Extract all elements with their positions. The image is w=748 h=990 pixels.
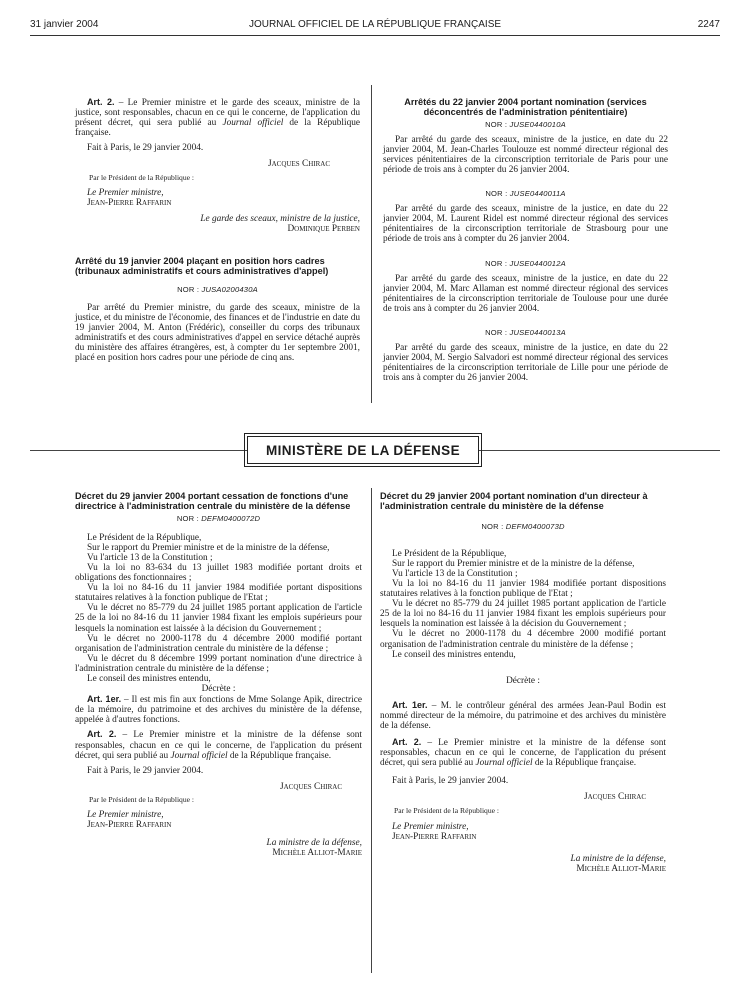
arretes-nor-4: NOR : JUSE0440013A [485, 328, 566, 337]
ministre-name: Michèle Alliot-Marie [576, 863, 666, 874]
pm-role: Le Premier ministre, [392, 821, 469, 832]
preamble-line: Vu l'article 13 de la Constitution ; [392, 568, 518, 579]
arretes-entry-1: Par arrêté du garde des sceaux, ministre de la justice, en date du 22 janvier 2004, M. Jean-Charles Toulouze est nommé directeur régional des services pénitentiaires de la circonscription territoriale de Paris pour une période de trois ans à compter du 26 janvier 2004. [383, 134, 668, 175]
arrete-title: Arrêté du 19 janvier 2004 plaçant en position hors cadres (tribunaux administratifs et cours administratives d'appel) [75, 256, 329, 277]
preamble-line: Vu le décret no 2000-1178 du 4 décembre 2000 modifié portant organisation de l'administration centrale du ministère de la défense ; [75, 633, 362, 654]
par-le-president: Par le Président de la République : [394, 805, 500, 815]
bottom-column-divider [371, 488, 372, 973]
ministre-name: Michèle Alliot-Marie [272, 848, 362, 859]
ministre-role: La ministre de la défense, [266, 838, 362, 849]
fait-a-paris: Fait à Paris, le 29 janvier 2004. [392, 776, 509, 787]
article-1: Art. 1er. – M. le contrôleur général des armées Jean-Paul Bodin est nommé directeur de la mémoire, du patrimoine et des archives du ministère de la défense. [380, 699, 666, 731]
header-date: 31 janvier 2004 [30, 19, 99, 30]
header-journal-title: JOURNAL OFFICIEL DE LA RÉPUBLIQUE FRANÇAISE [248, 19, 502, 30]
par-le-president: Par le Président de la République : [89, 172, 195, 182]
garde-role: Le garde des sceaux, ministre de la justice, [200, 213, 360, 224]
preamble-line: Vu le décret no 2000-1178 du 4 décembre 2000 modifié portant organisation de l'administration centrale du ministère de la défense ; [380, 629, 666, 650]
preamble-line: Vu la loi no 83-634 du 13 juillet 1983 modifiée portant droits et obligations des fonctionnaires ; [75, 562, 362, 584]
preamble-line: Vu le décret du 8 décembre 1999 portant nomination d'une directrice à l'administration centrale du ministère de la défense ; [75, 653, 362, 674]
top-column-divider [371, 85, 372, 403]
signer-name: Jacques Chirac [279, 781, 342, 792]
header-page-number: 2247 [697, 19, 720, 30]
preamble-line: Sur le rapport du Premier ministre et de la ministre de la défense, [87, 542, 330, 553]
bottom-left-column [75, 491, 362, 858]
cessation-decree-nor: NOR : DEFM0400072D [176, 513, 261, 523]
preamble-line: Vu la loi no 84-16 du 11 janvier 1984 modifiée portant dispositions statutaires relatives à la fonction publique de l'Etat ; [75, 583, 362, 604]
ministry-banner: MINISTÈRE DE LA DÉFENSE [247, 436, 479, 464]
article-1: Art. 1er. – Il est mis fin aux fonctions de Mme Solange Apik, directrice de la mémoire, du patrimoine et des archives du ministère de la défense, appelée à d'autres fonctions. [75, 694, 362, 726]
signer-name: Jacques Chirac [583, 792, 646, 803]
fait-a-paris: Fait à Paris, le 29 janvier 2004. [87, 143, 204, 154]
arretes-entry-2: Par arrêté du garde des sceaux, ministre de la justice, en date du 22 janvier 2004, M. Laurent Ridel est nommé directeur régional des services pénitentiaires de la circonscription territoriale de Strasbourg pour une période de trois ans à compter du 26 janvier 2004. [383, 204, 668, 245]
preamble-line: Vu la loi no 84-16 du 11 janvier 1984 modifiée portant dispositions statutaires relatives à la fonction publique de l'Etat ; [380, 578, 666, 600]
article-2: Art. 2. – Le Premier ministre et la ministre de la défense sont responsables, chacun en ce qui le concerne, de l'application du présent décret, qui sera publié au Journal officiel de la République française. [75, 729, 362, 761]
pm-role: Le Premier ministre, [87, 187, 164, 198]
decrete: Décrète : [506, 675, 540, 686]
ministry-rule-right [479, 450, 720, 451]
bottom-right-column [380, 491, 666, 874]
top-right-column [383, 97, 668, 383]
arretes-nor-2: NOR : JUSE0440011A [485, 189, 566, 199]
ministre-role: La ministre de la défense, [570, 853, 666, 864]
arretes-nor-3: NOR : JUSE0440012A [485, 258, 566, 268]
pm-name: Jean-Pierre Raffarin [87, 820, 172, 831]
top-left-column [75, 97, 360, 363]
pm-role: Le Premier ministre, [87, 810, 164, 821]
preamble-line: Vu le décret no 85-779 du 24 juillet 1985 portant application de l'article 25 de la loi no 84-16 du 11 janvier 1984 fixant les emplois supérieurs pour lesquels la nomination est laissée à la décision du Gouvernement ; [380, 599, 666, 630]
pm-name: Jean-Pierre Raffarin [392, 831, 477, 842]
header-rule [30, 35, 720, 36]
arretes-entry-3: Par arrêté du garde des sceaux, ministre de la justice, en date du 22 janvier 2004, M. Marc Allaman est nommé directeur régional des services pénitentiaires de la circonscription territoriale de Toulouse pour une durée de trois ans à compter du 26 janvier 2004. [383, 273, 668, 314]
preamble-line: Vu l'article 13 de la Constitution ; [87, 552, 213, 563]
preamble-line: Le conseil des ministres entendu, [87, 674, 211, 684]
running-header [30, 19, 720, 33]
preamble-line: Le conseil des ministres entendu, [392, 649, 516, 660]
cessation-decree-title: Décret du 29 janvier 2004 portant cessation de fonctions d'une directrice à l'administration centrale du ministère de la défense [75, 491, 351, 512]
arrete-text: Par arrêté du Premier ministre, du garde des sceaux, ministre de la justice, et du ministre de l'économie, des finances et de l'industrie en date du 19 janvier 2004, M. Anton (Frédéric), conseiller du corps des tribunaux administratifs et des cours administratives d'appel en service détaché auprès du ministère des affaires étrangères, est, à compter du 1er septembre 2001, placé en position hors cadres pour une période de cinq ans. [75, 302, 360, 364]
fait-a-paris: Fait à Paris, le 29 janvier 2004. [87, 765, 204, 776]
arretes-nor-1: NOR : JUSE0440010A [485, 119, 566, 129]
arretes-entry-4: Par arrêté du garde des sceaux, ministre de la justice, en date du 22 janvier 2004, M. Sergio Salvadori est nommé directeur régional des services pénitentiaires de la circonscription territoriale de Lille pour une période de trois ans à compter du 26 janvier 2004. [383, 343, 668, 384]
nomination-decree-title: Décret du 29 janvier 2004 portant nomination d'un directeur à l'administration centrale du ministère de la défense [380, 491, 648, 512]
arrete-nor: NOR : JUSA0200430A [177, 284, 258, 294]
preamble-line: Le Président de la République, [87, 532, 202, 543]
decrete: Décrète : [201, 684, 236, 695]
signer-name: Jacques Chirac [267, 159, 330, 170]
par-le-president: Par le Président de la République : [89, 794, 195, 804]
arretes-title: Arrêtés du 22 janvier 2004 portant nomination (services déconcentrés de l'administration pénitentiaire) [404, 97, 647, 118]
preamble-line: Vu le décret no 85-779 du 24 juillet 1985 portant application de l'article 25 de la loi no 84-16 du 11 janvier 1984 fixant les emplois supérieurs pour lesquels la nomination est laissée à la décision du Gouvernement ; [75, 603, 362, 634]
article-2: Art. 2. – Le Premier ministre et la ministre de la défense sont responsables, chacun en ce qui le concerne, de l'application du présent décret, qui sera publié au Journal officiel de la République française. [380, 737, 666, 769]
preamble-line: Le Président de la République, [392, 548, 507, 559]
justice-decree-art2: Art. 2. – Le Premier ministre et le garde des sceaux, ministre de la justice, sont responsables, chacun en ce qui le concerne, de l'application du présent décret, qui sera publié au Journal officiel de la République française. [75, 97, 360, 139]
preamble-line: Sur le rapport du Premier ministre et de la ministre de la défense, [392, 558, 635, 569]
garde-name: Dominique Perben [287, 223, 360, 234]
pm-name: Jean-Pierre Raffarin [87, 197, 172, 208]
ministry-rule-left [30, 450, 247, 451]
nomination-decree-nor: NOR : DEFM0400073D [481, 521, 565, 531]
